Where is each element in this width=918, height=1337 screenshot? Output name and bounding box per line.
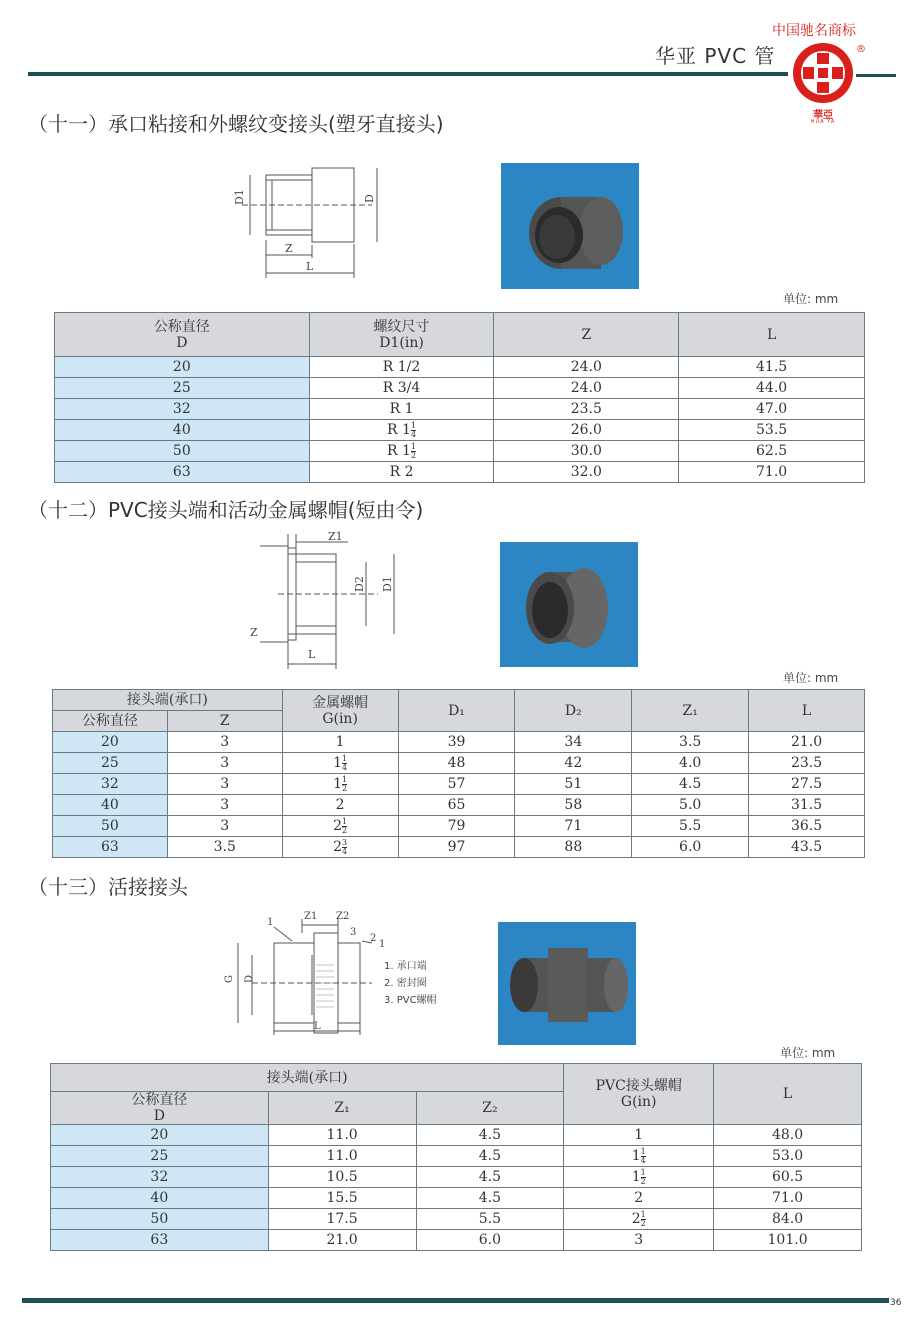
cell-z: 23.5 — [494, 399, 679, 420]
cell-nut: 1 $\frac{1}{2}$ — [282, 774, 398, 795]
cell-z: 3 — [167, 753, 282, 774]
cell-l: 53.0 — [714, 1146, 862, 1167]
cell-z1: 4.5 — [632, 774, 749, 795]
cell-d2: 58 — [515, 795, 632, 816]
header-dn: 公称直径 — [53, 711, 168, 732]
cell-nut: 3 — [564, 1230, 714, 1251]
header-dn: 公称直径 D — [51, 1092, 269, 1125]
cell-thread: R 3/4 — [309, 378, 494, 399]
trademark-label: 中国驰名商标 — [772, 23, 856, 39]
cell-dn: 40 — [55, 420, 310, 441]
header-dn: 公称直径 D — [55, 313, 310, 357]
header-l: L — [749, 690, 865, 732]
cell-nut: 1 $\frac{1}{2}$ — [564, 1167, 714, 1188]
header-z1: Z₁ — [268, 1092, 416, 1125]
table-row — [53, 753, 865, 774]
cell-d2: 51 — [515, 774, 632, 795]
diagram3-d-label: D — [244, 974, 255, 983]
cell-nut: 1 $\frac{1}{4}$ — [564, 1146, 714, 1167]
cell-l: 48.0 — [714, 1125, 862, 1146]
diagram3-z2-label: Z2 — [336, 911, 350, 922]
header-nut: 金属螺帽 G(in) — [282, 690, 398, 732]
cell-dn: 40 — [51, 1188, 269, 1209]
fraction: $\frac{1}{2}$ — [640, 1209, 646, 1228]
cell-z1: 4.0 — [632, 753, 749, 774]
page-number: 36 — [890, 1298, 902, 1308]
header-d2: D₂ — [515, 690, 632, 732]
table-row — [51, 1167, 862, 1188]
cell-z1: 10.5 — [268, 1167, 416, 1188]
cell-l: 53.5 — [679, 420, 865, 441]
header-z1: Z₁ — [632, 690, 749, 732]
cell-z: 24.0 — [494, 378, 679, 399]
fraction: $\frac{1}{4}$ — [640, 1146, 646, 1165]
cell-z2: 4.5 — [416, 1125, 564, 1146]
header-rule — [28, 72, 788, 76]
diagram3-l-label: L — [314, 1021, 321, 1032]
header-l: L — [714, 1064, 862, 1125]
cell-l: 71.0 — [679, 462, 865, 483]
diagram2-z1-label: Z1 — [328, 530, 343, 543]
cell-z1: 17.5 — [268, 1209, 416, 1230]
cell-l: 71.0 — [714, 1188, 862, 1209]
cell-dn: 63 — [55, 462, 310, 483]
cell-l: 43.5 — [749, 837, 865, 858]
table-row — [53, 816, 865, 837]
fraction: $\frac{1}{2}$ — [342, 816, 348, 835]
section2-unit: 单位: mm — [783, 671, 839, 685]
cell-nut: 2 $\frac{3}{4}$ — [282, 837, 398, 858]
diagram3-n1-label: 1 — [267, 917, 274, 928]
footer-rule — [22, 1298, 889, 1303]
table-row — [53, 732, 865, 753]
cell-l: 60.5 — [714, 1167, 862, 1188]
cell-dn: 50 — [55, 441, 310, 462]
table-row — [55, 399, 865, 420]
legend-item: 1. 承口端 — [384, 961, 427, 972]
fraction: $\frac{3}{4}$ — [342, 837, 348, 856]
cell-nut: 2 — [282, 795, 398, 816]
diagram2-d2-label: D2 — [353, 576, 366, 592]
cell-l: 62.5 — [679, 441, 865, 462]
cell-z: 3.5 — [167, 837, 282, 858]
diagram3-n2-label: 2 — [370, 933, 377, 944]
cell-d1: 48 — [398, 753, 515, 774]
cell-z: 3 — [167, 816, 282, 837]
section2-table — [52, 689, 865, 858]
cell-thread: R 1 $\frac{1}{4}$ — [309, 420, 494, 441]
cell-nut: 1 $\frac{1}{4}$ — [282, 753, 398, 774]
legend-item: 3. PVC螺帽 — [384, 995, 437, 1006]
diagram2-z-label: Z — [250, 626, 258, 639]
section3-legend — [384, 958, 437, 1009]
cell-z: 3 — [167, 732, 282, 753]
logo-text: 華亞 — [813, 110, 833, 121]
header-z: Z — [494, 313, 679, 357]
cell-l: 41.5 — [679, 357, 865, 378]
cell-l: 47.0 — [679, 399, 865, 420]
cell-l: 23.5 — [749, 753, 865, 774]
header-z2: Z₂ — [416, 1092, 564, 1125]
cell-l: 36.5 — [749, 816, 865, 837]
cell-thread: R 2 — [309, 462, 494, 483]
diagram3-n1b-label: 1 — [379, 939, 386, 950]
cell-d2: 42 — [515, 753, 632, 774]
cell-z1: 5.0 — [632, 795, 749, 816]
section2-diagram — [238, 524, 408, 674]
table-row — [55, 357, 865, 378]
cell-d2: 71 — [515, 816, 632, 837]
cell-dn: 25 — [53, 753, 168, 774]
cell-dn: 50 — [51, 1209, 269, 1230]
fraction: $\frac{1}{2}$ — [640, 1167, 646, 1186]
cell-d1: 79 — [398, 816, 515, 837]
fraction: $\frac{1}{2}$ — [410, 441, 417, 460]
diagram3-n3-label: 3 — [350, 927, 357, 938]
cell-d1: 97 — [398, 837, 515, 858]
cell-z: 3 — [167, 795, 282, 816]
cell-z: 26.0 — [494, 420, 679, 441]
cell-z1: 15.5 — [268, 1188, 416, 1209]
cell-thread: R 1/2 — [309, 357, 494, 378]
cell-z: 30.0 — [494, 441, 679, 462]
section3-title: （十三）活接接头 — [28, 875, 188, 899]
table-row — [51, 1125, 862, 1146]
section3-table — [50, 1063, 862, 1251]
cell-dn: 32 — [55, 399, 310, 420]
cell-dn: 63 — [51, 1230, 269, 1251]
header-nut: PVC接头螺帽 G(in) — [564, 1064, 714, 1125]
section2-product-photo — [500, 542, 638, 667]
section2-title: （十二）PVC接头端和活动金属螺帽(短由令) — [28, 498, 424, 522]
cell-z: 3 — [167, 774, 282, 795]
legend-item: 2. 密封圈 — [384, 978, 427, 989]
cell-z1: 11.0 — [268, 1146, 416, 1167]
header-rule-right — [856, 74, 896, 77]
section1-product-photo — [501, 163, 639, 289]
table-row — [51, 1209, 862, 1230]
cell-dn: 20 — [51, 1125, 269, 1146]
cell-dn: 25 — [55, 378, 310, 399]
cell-dn: 20 — [53, 732, 168, 753]
brand-title: 华亚 PVC 管 — [655, 44, 776, 68]
cell-l: 27.5 — [749, 774, 865, 795]
table-row — [55, 378, 865, 399]
cell-d1: 65 — [398, 795, 515, 816]
cell-z1: 11.0 — [268, 1125, 416, 1146]
diagram2-l-label: L — [308, 648, 316, 661]
cell-dn: 63 — [53, 837, 168, 858]
diagram3-g-label: G — [224, 975, 235, 983]
header-l: L — [679, 313, 865, 357]
diagram2-d1-label: D1 — [381, 576, 394, 592]
cell-z1: 5.5 — [632, 816, 749, 837]
section3-unit: 单位: mm — [780, 1046, 836, 1060]
table-row — [51, 1230, 862, 1251]
header-group: 接头端(承口) — [51, 1064, 564, 1092]
cell-z2: 5.5 — [416, 1209, 564, 1230]
header-z: Z — [167, 711, 282, 732]
cell-d1: 57 — [398, 774, 515, 795]
section1-unit: 单位: mm — [783, 292, 839, 306]
cell-d2: 34 — [515, 732, 632, 753]
fraction: $\frac{1}{4}$ — [410, 420, 417, 439]
cell-l: 31.5 — [749, 795, 865, 816]
cell-nut: 2 — [564, 1188, 714, 1209]
section1-table — [54, 312, 865, 483]
cell-nut: 1 — [564, 1125, 714, 1146]
table-row — [51, 1188, 862, 1209]
diagram1-z-label: Z — [285, 242, 293, 255]
cell-dn: 32 — [53, 774, 168, 795]
huaya-logo-icon — [790, 40, 856, 106]
diagram1-l-label: L — [306, 260, 314, 273]
cell-nut: 2 $\frac{1}{2}$ — [282, 816, 398, 837]
cell-thread: R 1 — [309, 399, 494, 420]
fraction: $\frac{1}{2}$ — [342, 774, 348, 793]
cell-dn: 40 — [53, 795, 168, 816]
registered-mark: ® — [856, 44, 866, 55]
cell-z: 24.0 — [494, 357, 679, 378]
diagram1-d-label: D — [363, 194, 376, 203]
section3-diagram — [212, 905, 402, 1040]
table-row — [53, 774, 865, 795]
table-row — [51, 1146, 862, 1167]
cell-dn: 32 — [51, 1167, 269, 1188]
cell-d2: 88 — [515, 837, 632, 858]
diagram1-d1-label: D1 — [233, 189, 246, 205]
section1-title: （十一）承口粘接和外螺纹变接头(塑牙直接头) — [28, 112, 444, 136]
table-row — [53, 795, 865, 816]
header-group: 接头端(承口) — [53, 690, 283, 711]
logo-subtext: HUA YA — [810, 119, 836, 125]
diagram3-z1-label: Z1 — [304, 911, 318, 922]
cell-z: 32.0 — [494, 462, 679, 483]
cell-l: 44.0 — [679, 378, 865, 399]
cell-nut: 1 — [282, 732, 398, 753]
cell-z2: 4.5 — [416, 1188, 564, 1209]
cell-z2: 4.5 — [416, 1146, 564, 1167]
table-row — [53, 837, 865, 858]
cell-dn: 20 — [55, 357, 310, 378]
cell-l: 101.0 — [714, 1230, 862, 1251]
cell-nut: 2 $\frac{1}{2}$ — [564, 1209, 714, 1230]
header-d1: D₁ — [398, 690, 515, 732]
cell-z1: 6.0 — [632, 837, 749, 858]
header-thread: 螺纹尺寸 D1(in) — [309, 313, 494, 357]
fraction: $\frac{1}{4}$ — [342, 753, 348, 772]
cell-thread: R 1 $\frac{1}{2}$ — [309, 441, 494, 462]
cell-dn: 25 — [51, 1146, 269, 1167]
cell-dn: 50 — [53, 816, 168, 837]
cell-d1: 39 — [398, 732, 515, 753]
cell-l: 21.0 — [749, 732, 865, 753]
table-row — [55, 420, 865, 441]
section1-diagram — [222, 160, 397, 285]
cell-l: 84.0 — [714, 1209, 862, 1230]
cell-z1: 21.0 — [268, 1230, 416, 1251]
cell-z2: 4.5 — [416, 1167, 564, 1188]
cell-z2: 6.0 — [416, 1230, 564, 1251]
cell-z1: 3.5 — [632, 732, 749, 753]
table-row — [55, 441, 865, 462]
section3-product-photo — [498, 922, 636, 1045]
table-row — [55, 462, 865, 483]
